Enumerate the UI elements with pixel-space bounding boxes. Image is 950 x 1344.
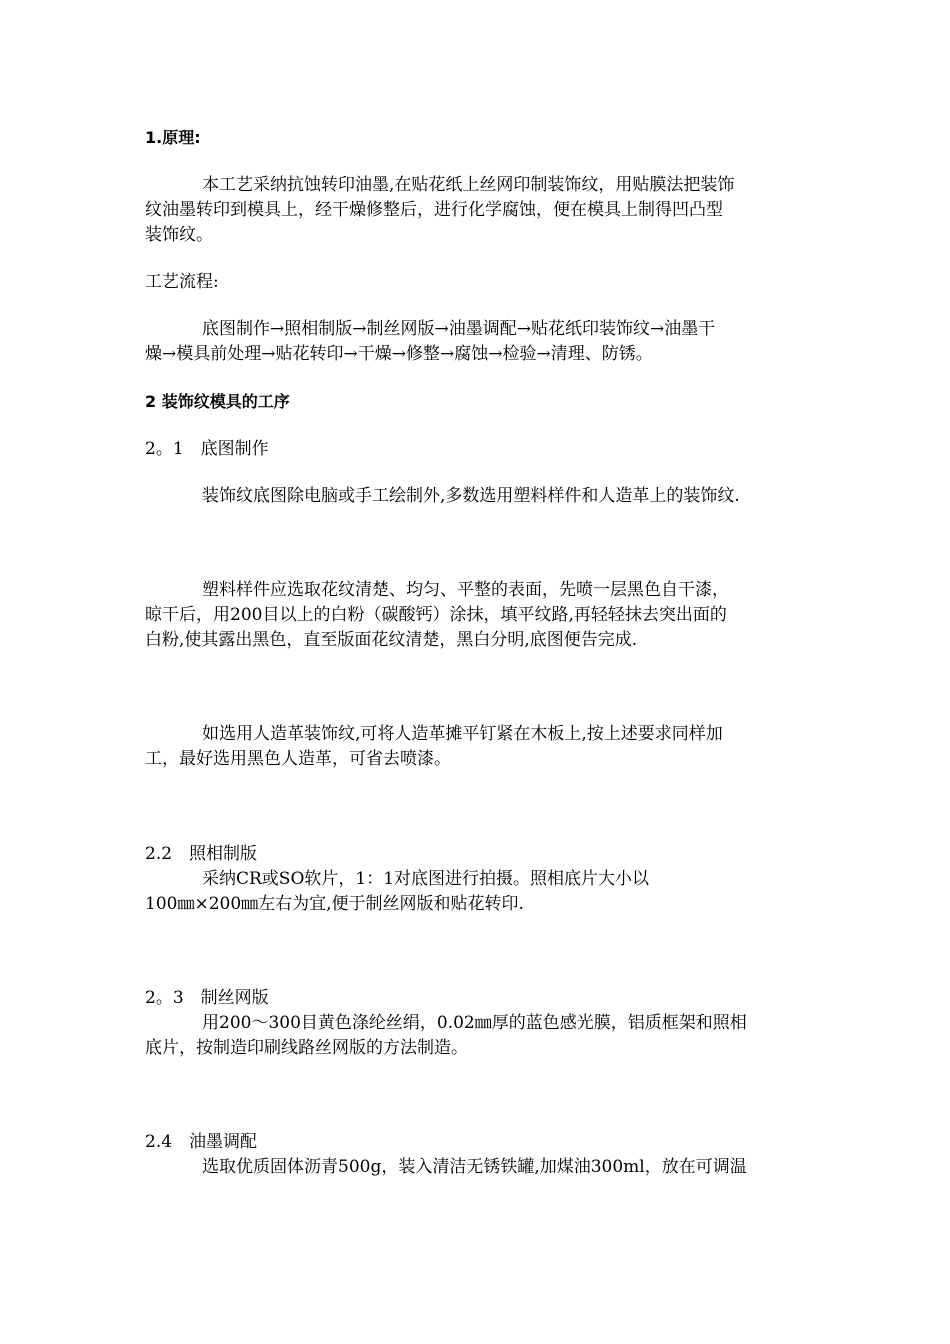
s21-paragraph-line: 工，最好选用黑色人造革，可省去喷漆。: [145, 749, 451, 769]
flow-line: 底图制作→照相制版→制丝网版→油墨调配→贴花纸印装饰纹→油墨干: [202, 319, 716, 339]
s21-paragraph-line: 如选用人造革装饰纹,可将人造革摊平钉紧在木板上,按上述要求同样加: [202, 724, 723, 744]
s21-heading: 2。1 底图制作: [145, 439, 269, 459]
s21-paragraph-line: 塑料样件应选取花纹清楚、均匀、平整的表面，先喷一层黑色自干漆，: [202, 580, 729, 600]
s23-paragraph-line: 底片，按制造印刷线路丝网版的方法制造。: [145, 1038, 468, 1058]
s21-paragraph-line: 晾干后，用200目以上的白粉（碳酸钙）涂抹，填平纹路,再轻轻抹去突出面的: [145, 605, 727, 625]
principle-paragraph-line: 装饰纹。: [145, 225, 213, 245]
s24-heading: 2.4 油墨调配: [145, 1132, 258, 1152]
s23-heading: 2。3 制丝网版: [145, 988, 269, 1008]
s22-paragraph-line: 采纳CR或SO软片，1：1对底图进行拍摄。照相底片大小以: [202, 869, 650, 889]
principle-paragraph-line: 本工艺采纳抗蚀转印油墨,在贴花纸上丝网印制装饰纹，用贴膜法把装饰: [202, 175, 735, 195]
s22-paragraph-line: 100㎜×200㎜左右为宜,便于制丝网版和贴花转印.: [145, 894, 524, 914]
flow-line: 燥→模具前处理→贴花转印→干燥→修整→腐蚀→检验→清理、防锈。: [145, 344, 653, 364]
section2-heading: 2 装饰纹模具的工序: [145, 392, 290, 411]
s21-paragraph-line: 白粉,使其露出黑色，直至版面花纹清楚，黑白分明,底图便告完成.: [145, 630, 638, 650]
flow-label: 工艺流程:: [145, 272, 219, 292]
s21-paragraph: 装饰纹底图除电脑或手工绘制外,多数选用塑料样件和人造革上的装饰纹.: [202, 486, 740, 506]
s24-paragraph-line: 选取优质固体沥青500g，装入清洁无锈铁罐,加煤油300ml，放在可调温: [202, 1157, 747, 1177]
principle-heading: 1.原理:: [145, 128, 201, 147]
s23-paragraph-line: 用200～300目黄色涤纶丝绢，0.02㎜厚的蓝色感光膜，铝质框架和照相: [202, 1013, 747, 1033]
principle-paragraph-line: 纹油墨转印到模具上，经干燥修整后，进行化学腐蚀，便在模具上制得凹凸型: [145, 200, 723, 220]
s22-heading: 2.2 照相制版: [145, 844, 258, 864]
